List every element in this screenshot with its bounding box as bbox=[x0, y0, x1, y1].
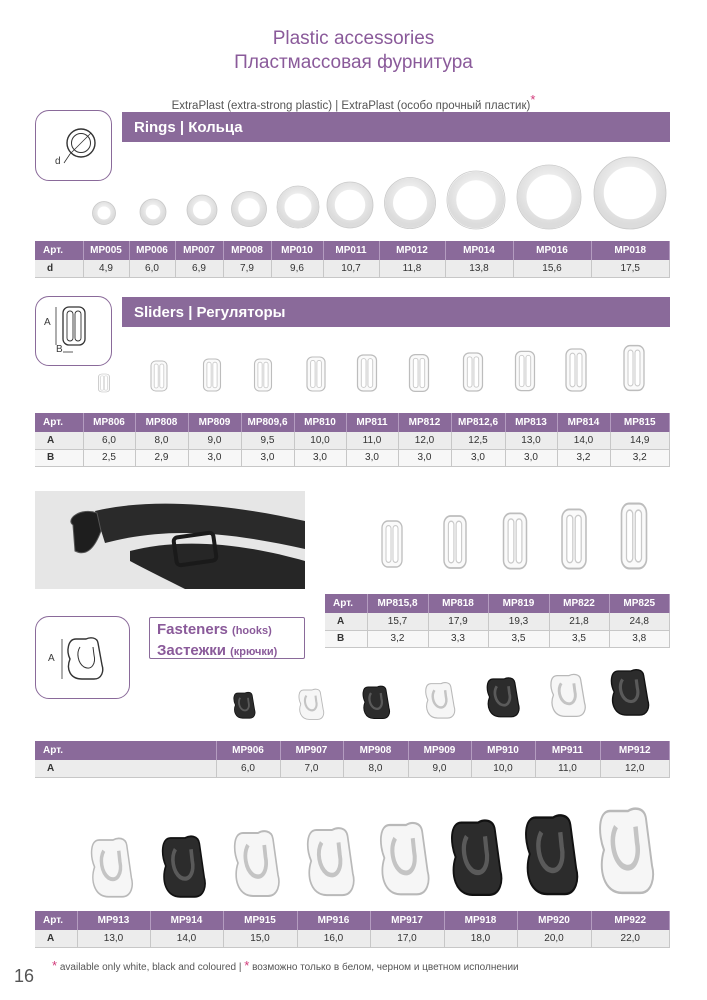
table-cell: 15,0 bbox=[223, 930, 297, 947]
table-header-row bbox=[35, 241, 670, 260]
table-header-cell: MP907 bbox=[280, 741, 343, 760]
table-cell: 10,0 bbox=[294, 432, 346, 449]
table-cell: 17,5 bbox=[591, 260, 670, 277]
table-cell: 12,5 bbox=[451, 432, 505, 449]
table-cell: 21,8 bbox=[549, 613, 609, 630]
table-cell: 6,0 bbox=[129, 260, 175, 277]
table-header-cell: MP909 bbox=[408, 741, 471, 760]
table-header-cell: MP008 bbox=[223, 241, 271, 260]
table-header-cell: MP916 bbox=[297, 911, 370, 930]
table-cell: 3,0 bbox=[451, 449, 505, 466]
table-cell: 15,6 bbox=[513, 260, 591, 277]
table-header-cell: MP815,8 bbox=[367, 594, 428, 613]
table-cell: 3,0 bbox=[398, 449, 451, 466]
table-header-cell: MP810 bbox=[294, 413, 346, 432]
table-cell: 12,0 bbox=[600, 760, 670, 777]
table-header-cell: Арт. bbox=[35, 741, 216, 760]
footnote-ru: возможно только в белом, черном и цветном исполнении bbox=[252, 962, 519, 973]
table-header-cell: MP917 bbox=[370, 911, 444, 930]
table-cell: 14,0 bbox=[150, 930, 223, 947]
sliders-large-illustration bbox=[382, 504, 647, 569]
table-header-cell: MP018 bbox=[591, 241, 670, 260]
table-cell: 3,2 bbox=[367, 630, 428, 647]
table-header-cell: MP906 bbox=[216, 741, 280, 760]
fasteners-table-2 bbox=[35, 911, 670, 948]
table-row bbox=[35, 432, 670, 449]
table-cell: 2,9 bbox=[135, 449, 188, 466]
table-cell: 8,0 bbox=[343, 760, 408, 777]
table-cell: 10,0 bbox=[471, 760, 535, 777]
table-header-cell: MP814 bbox=[557, 413, 610, 432]
table-cell: 17,0 bbox=[370, 930, 444, 947]
hook-diagram-label: A bbox=[48, 653, 55, 664]
table-cell: A bbox=[35, 760, 216, 777]
footnote-en: available only white, black and coloured | bbox=[59, 962, 242, 973]
fasteners-heading bbox=[149, 617, 305, 659]
table-cell: 9,5 bbox=[241, 432, 294, 449]
table-header-cell: MP913 bbox=[77, 911, 150, 930]
table-cell: 11,0 bbox=[346, 432, 398, 449]
subtitle-text: ExtraPlast (extra-strong plastic) | ExtraPlast (особо прочный пластик) bbox=[171, 99, 531, 112]
table-header-cell: MP818 bbox=[428, 594, 488, 613]
table-cell: 19,3 bbox=[488, 613, 549, 630]
ring-diagram-icon bbox=[36, 111, 113, 182]
table-header-cell: MP014 bbox=[445, 241, 513, 260]
table-cell: 24,8 bbox=[609, 613, 670, 630]
table-header-cell: MP809,6 bbox=[241, 413, 294, 432]
table-header-cell: MP006 bbox=[129, 241, 175, 260]
table-cell: 9,0 bbox=[188, 432, 241, 449]
table-cell: 7,0 bbox=[280, 760, 343, 777]
table-cell: 18,0 bbox=[444, 930, 517, 947]
table-cell: 20,0 bbox=[517, 930, 591, 947]
table-cell: 14,9 bbox=[610, 432, 670, 449]
table-cell: 3,8 bbox=[609, 630, 670, 647]
page-title-en: Plastic accessories bbox=[272, 28, 435, 49]
fasteners-diagram bbox=[35, 616, 130, 699]
table-cell: A bbox=[325, 613, 367, 630]
table-header-row bbox=[35, 911, 670, 930]
fasteners-table-1 bbox=[35, 741, 670, 778]
table-header-cell: MP915 bbox=[223, 911, 297, 930]
table-row bbox=[325, 613, 670, 630]
table-cell: 8,0 bbox=[135, 432, 188, 449]
table-header-cell: MP010 bbox=[271, 241, 323, 260]
table-header-cell: MP911 bbox=[535, 741, 600, 760]
sliders-table-2 bbox=[325, 594, 670, 648]
table-cell: 13,0 bbox=[505, 432, 557, 449]
page-number: 16 bbox=[14, 966, 35, 986]
table-header-cell: Арт. bbox=[35, 413, 83, 432]
table-header-cell: MP806 bbox=[83, 413, 135, 432]
table-cell: B bbox=[35, 449, 83, 466]
table-cell: 13,8 bbox=[445, 260, 513, 277]
table-header-row bbox=[35, 413, 670, 432]
table-cell: 11,0 bbox=[535, 760, 600, 777]
table-header-cell: MP005 bbox=[83, 241, 129, 260]
sliders-diagram bbox=[35, 296, 112, 366]
table-cell: A bbox=[35, 432, 83, 449]
table-header-cell: MP819 bbox=[488, 594, 549, 613]
table-header-cell: MP920 bbox=[517, 911, 591, 930]
rings-illustration bbox=[93, 157, 667, 229]
table-cell: 7,9 bbox=[223, 260, 271, 277]
sliders-table-1 bbox=[35, 413, 670, 467]
sliders-banner: Sliders | Регуляторы bbox=[122, 297, 670, 327]
table-cell: 12,0 bbox=[398, 432, 451, 449]
fasteners-large-illustration bbox=[92, 809, 654, 897]
ring-diagram-label: d bbox=[55, 156, 61, 167]
table-header-cell: MP007 bbox=[175, 241, 223, 260]
table-header-cell: MP922 bbox=[591, 911, 670, 930]
table-header-cell: MP815 bbox=[610, 413, 670, 432]
table-cell: 3,0 bbox=[241, 449, 294, 466]
table-header-cell: MP016 bbox=[513, 241, 591, 260]
table-cell: 17,9 bbox=[428, 613, 488, 630]
table-cell: 3,0 bbox=[346, 449, 398, 466]
table-cell: 16,0 bbox=[297, 930, 370, 947]
fasteners-heading-ru bbox=[157, 641, 304, 662]
table-cell: 3,0 bbox=[294, 449, 346, 466]
table-cell: 3,5 bbox=[488, 630, 549, 647]
table-cell: 6,0 bbox=[83, 432, 135, 449]
footnote-asterisk-1: * bbox=[52, 958, 58, 973]
table-cell: 3,5 bbox=[549, 630, 609, 647]
fasteners-title-ru: Застежки bbox=[157, 642, 226, 659]
table-header-cell: MP912 bbox=[600, 741, 670, 760]
table-header-cell: MP809 bbox=[188, 413, 241, 432]
table-cell: B bbox=[325, 630, 367, 647]
table-row bbox=[35, 930, 670, 947]
footnote bbox=[52, 958, 519, 973]
table-header-cell: Арт. bbox=[325, 594, 367, 613]
table-cell: 2,5 bbox=[83, 449, 135, 466]
table-cell: 11,8 bbox=[379, 260, 445, 277]
slider-diagram-icon bbox=[36, 297, 113, 367]
table-cell: 3,0 bbox=[188, 449, 241, 466]
table-header-cell: MP812,6 bbox=[451, 413, 505, 432]
table-header-row bbox=[325, 594, 670, 613]
subtitle-asterisk: * bbox=[530, 92, 536, 107]
table-cell: 10,7 bbox=[323, 260, 379, 277]
table-header-cell: MP910 bbox=[471, 741, 535, 760]
table-header-cell: MP825 bbox=[609, 594, 670, 613]
table-cell: 15,7 bbox=[367, 613, 428, 630]
fasteners-title-ru-small: (крючки) bbox=[230, 646, 278, 658]
fasteners-title-en-small: (hooks) bbox=[232, 625, 272, 637]
fasteners-illustration bbox=[234, 670, 649, 720]
table-header-cell: MP813 bbox=[505, 413, 557, 432]
table-cell: 4,9 bbox=[83, 260, 129, 277]
table-cell: 9,0 bbox=[408, 760, 471, 777]
table-header-cell: MP908 bbox=[343, 741, 408, 760]
table-cell: 9,6 bbox=[271, 260, 323, 277]
table-cell: d bbox=[35, 260, 83, 277]
table-header-cell: MP812 bbox=[398, 413, 451, 432]
footnote-asterisk-2: * bbox=[244, 958, 250, 973]
table-header-cell: Арт. bbox=[35, 241, 83, 260]
rings-banner: Rings | Кольца bbox=[122, 112, 670, 142]
fasteners-title-en: Fasteners bbox=[157, 621, 228, 638]
table-header-cell: MP011 bbox=[323, 241, 379, 260]
table-header-row bbox=[35, 741, 670, 760]
table-cell: 3,2 bbox=[610, 449, 670, 466]
table-cell: 6,9 bbox=[175, 260, 223, 277]
table-cell: 3,0 bbox=[505, 449, 557, 466]
table-cell: 14,0 bbox=[557, 432, 610, 449]
table-row bbox=[35, 260, 670, 277]
table-header-cell: Арт. bbox=[35, 911, 77, 930]
strap-photo-illustration bbox=[35, 491, 305, 589]
table-header-cell: MP811 bbox=[346, 413, 398, 432]
table-cell: 22,0 bbox=[591, 930, 670, 947]
table-cell: 13,0 bbox=[77, 930, 150, 947]
table-header-cell: MP012 bbox=[379, 241, 445, 260]
sliders-illustration bbox=[99, 346, 645, 392]
table-header-cell: MP808 bbox=[135, 413, 188, 432]
table-cell: 3,2 bbox=[557, 449, 610, 466]
rings-diagram bbox=[35, 110, 112, 181]
table-row bbox=[35, 760, 670, 777]
table-cell: 6,0 bbox=[216, 760, 280, 777]
fasteners-heading-en bbox=[157, 620, 304, 641]
table-cell: 3,3 bbox=[428, 630, 488, 647]
product-photo bbox=[35, 491, 305, 589]
table-row bbox=[325, 630, 670, 647]
table-row bbox=[35, 449, 670, 466]
rings-table bbox=[35, 241, 670, 278]
page-title-ru: Пластмассовая фурнитура bbox=[234, 52, 473, 73]
table-header-cell: MP914 bbox=[150, 911, 223, 930]
slider-diagram-label-a: A bbox=[44, 317, 51, 328]
table-header-cell: MP822 bbox=[549, 594, 609, 613]
table-header-cell: MP918 bbox=[444, 911, 517, 930]
table-cell: A bbox=[35, 930, 77, 947]
slider-diagram-label-b: B bbox=[56, 344, 63, 355]
